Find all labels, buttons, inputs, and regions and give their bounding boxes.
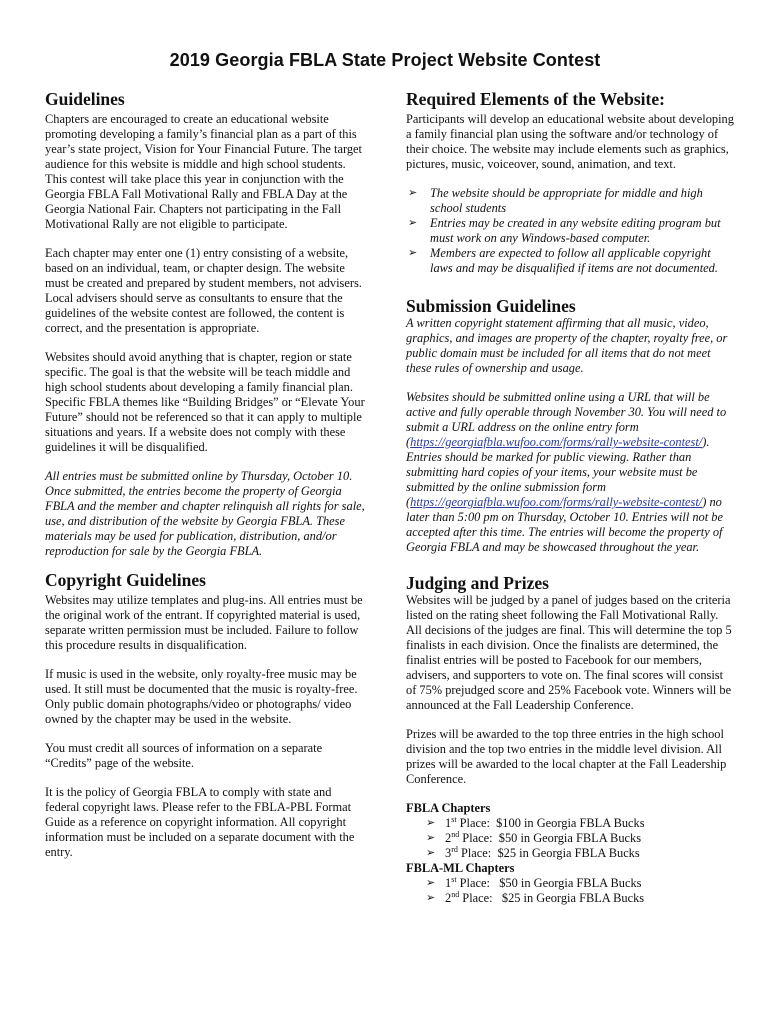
copyright-section bbox=[45, 570, 368, 860]
entry-form-link[interactable]: https://georgiafbla.wufoo.com/forms/rally-website-contest/ bbox=[410, 435, 703, 449]
fbla-chapters-heading: FBLA Chapters bbox=[406, 801, 491, 815]
arrow-bullet-icon: ➢ bbox=[426, 817, 436, 829]
judging-heading: Judging and Prizes bbox=[406, 573, 549, 593]
list-item: ➢ 1st Place: $50 in Georgia FBLA Bucks bbox=[426, 874, 642, 890]
list-item: ➢ The website should be appropriate for middle and high school students bbox=[408, 186, 703, 215]
submission-paragraph-2: Websites should be submitted online using a URL that will be active and fully operable through November 30. You will need to submit a URL address on the online entry form (https://georgiafbla.wufoo.com/forms/rally-website-contest/). Entries should be marked for public viewing. Rather than submitting hard copies of your items, your website must be submitted by the online submission form (https://georgiafbla.wufoo.com/forms/rally-website-contest/) no later than 5:00 pm on Thursday, October 10. Entries will not be accepted after this time. The entries will become the property of Georgia FBLA and may be showcased throughout the year. bbox=[406, 390, 727, 554]
arrow-bullet-icon: ➢ bbox=[408, 217, 418, 229]
list-item: ➢ 3rd Place: $25 in Georgia FBLA Bucks bbox=[426, 844, 640, 860]
copyright-paragraph-2: If music is used in the website, only royalty-free music may be used. It still must be documented that the music is royalty-free. Only public domain photographs/video or photographs/ video owned by the chapter may be used in the website. bbox=[45, 667, 358, 726]
judging-paragraph-1: Websites will be judged by a panel of judges based on the criteria listed on the rating sheet following the Fall Motivational Rally. All decisions of the judges are final. This will determine the top 5 finalists in each division. Once the finalists are determined, the finalist entries will be posted to Facebook for our members, advisers, and supporters to vote on. The final scores will consist of 75% prejudged score and 25% Facebook vote. Winners will be announced at the Fall Leadership Conference. bbox=[406, 593, 732, 712]
copyright-paragraph-1: Websites may utilize templates and plug-ins. All entries must be the original work of the entrant. If copyrighted material is used, separate written permission must be included. Failure to follow this procedure results in disqualification. bbox=[45, 593, 363, 652]
copyright-heading: Copyright Guidelines bbox=[45, 570, 206, 590]
guidelines-paragraph-1: Chapters are encouraged to create an educational website promoting developing a family’s financial plan as a part of this year’s state project, Vision for Your Financial Future. The target audience for this website is middle and high school students. This contest will take place this year in conjunction with the Georgia FBLA Fall Motivational Rally and FBLA Day at the Georgia National Fair. Chapters not participating in the Fall Motivational Rally are not eligible to participate. bbox=[45, 112, 362, 231]
fbla-ml-prizes-list bbox=[406, 876, 735, 906]
list-item: ➢ 2nd Place: $25 in Georgia FBLA Bucks bbox=[426, 889, 645, 905]
right-column bbox=[406, 89, 735, 906]
arrow-bullet-icon: ➢ bbox=[426, 892, 436, 904]
arrow-bullet-icon: ➢ bbox=[426, 832, 436, 844]
submission-heading: Submission Guidelines bbox=[406, 296, 576, 316]
guidelines-paragraph-2: Each chapter may enter one (1) entry consisting of a website, based on an individual, team, or chapter design. The website must be created and prepared by student members, not advisers. Local advisers should serve as consultants to ensure that the guidelines of the website contest are followed, the content is correct, and the presentation is appropriate. bbox=[45, 246, 362, 335]
judging-paragraph-2: Prizes will be awarded to the top three entries in the high school division and the top two entries in the middle level division. All prizes will be awarded to the local chapter at the Fall Leadership Conference. bbox=[406, 727, 727, 786]
fbla-ml-chapters-heading: FBLA-ML Chapters bbox=[406, 861, 515, 875]
page-title: 2019 Georgia FBLA State Project Website Contest bbox=[169, 50, 601, 70]
copyright-paragraph-4: It is the policy of Georgia FBLA to comply with state and federal copyright laws. Please refer to the FBLA-PBL Format Guide as a reference on copyright information. All copyright information must be included on a separate document with the entry. bbox=[45, 785, 355, 859]
list-item: ➢ 2nd Place: $50 in Georgia FBLA Bucks bbox=[426, 829, 642, 845]
arrow-bullet-icon: ➢ bbox=[426, 877, 436, 889]
guidelines-heading: Guidelines bbox=[45, 89, 125, 109]
arrow-bullet-icon: ➢ bbox=[408, 247, 418, 259]
required-elements-paragraph: Participants will develop an educational website about developing a family financial plan using the software and/or technology of their choice. The website may include elements such as graphics, pictures, music, voiceover, sound, animation, and text. bbox=[406, 112, 734, 171]
arrow-bullet-icon: ➢ bbox=[408, 187, 418, 199]
fbla-prizes-list bbox=[406, 816, 735, 861]
list-item: ➢ Entries may be created in any website editing program but must work on any Windows-based computer. bbox=[408, 216, 721, 245]
list-item: ➢ Members are expected to follow all applicable copyright laws and may be disqualified if items are not documented. bbox=[408, 246, 718, 275]
guidelines-paragraph-4: All entries must be submitted online by Thursday, October 10. Once submitted, the entries become the property of Georgia FBLA and the member and chapter relinquish all rights for sale, use, and distribution of the website by Georgia FBLA. These materials may be used for publication, distribution, and/or reproduction for sale by the Georgia FBLA. bbox=[45, 469, 365, 558]
left-column bbox=[45, 89, 368, 874]
guidelines-section bbox=[45, 89, 368, 559]
arrow-bullet-icon: ➢ bbox=[426, 847, 436, 859]
guidelines-paragraph-3: Websites should avoid anything that is chapter, region or state specific. The goal is that the website will be teach middle and high school students about developing a family financial plan. Specific FBLA themes like “Building Bridges” or “Elevate Your Future” should not be referenced so that it can apply to multiple situations and years. If a website does not comply with these guidelines it will be disqualified. bbox=[45, 350, 365, 454]
required-elements-list bbox=[406, 186, 735, 276]
required-elements-heading: Required Elements of the Website: bbox=[406, 89, 665, 109]
copyright-paragraph-3: You must credit all sources of information on a separate “Credits” page of the website. bbox=[45, 741, 323, 770]
submission-paragraph-1: A written copyright statement affirming that all music, video, graphics, and images are property of the chapter, royalty free, or public domain must be included for all items that do not meet these rules of ownership and usage. bbox=[406, 316, 728, 375]
list-item: ➢ 1st Place: $100 in Georgia FBLA Bucks bbox=[426, 814, 645, 830]
submission-form-link[interactable]: https://georgiafbla.wufoo.com/forms/rally-website-contest/ bbox=[410, 495, 703, 509]
required-elements-section bbox=[406, 89, 735, 276]
submission-section bbox=[406, 296, 735, 555]
judging-section bbox=[406, 573, 735, 906]
